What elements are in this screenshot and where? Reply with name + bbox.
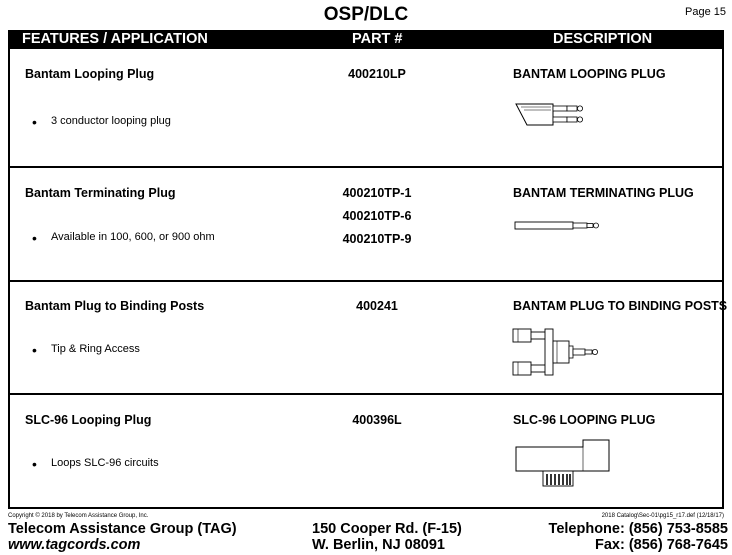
company-name: Telecom Assistance Group (TAG) (8, 521, 237, 537)
header-description: DESCRIPTION (553, 31, 653, 47)
part-number: 400210LP (348, 67, 406, 81)
copyright-notice: Copyright © 2018 by Telecom Assistance Group, Inc. (8, 513, 149, 519)
table-row (10, 395, 722, 507)
product-name: Bantam Plug to Binding Posts (25, 299, 205, 313)
bantam-looping-plug-drawing (507, 101, 597, 131)
address-line-1: 150 Cooper Rd. (F-15) (312, 521, 462, 537)
bullet-icon: • (32, 342, 37, 358)
bullet-icon: • (32, 114, 37, 130)
feature-text: Tip & Ring Access (51, 343, 140, 355)
page-number: Page 15 (685, 6, 726, 18)
website-link[interactable]: www.tagcords.com (8, 537, 141, 553)
page-title: OSP/DLC (323, 4, 409, 25)
description: BANTAM TERMINATING PLUG (513, 186, 694, 200)
part-number: 400241 (356, 299, 398, 313)
catalog-reference: 2018 Catalog\Sec-01\pg15_r17.def (12/18/17) (601, 513, 724, 519)
description: BANTAM PLUG TO BINDING POSTS (513, 299, 728, 313)
bullet-icon: • (32, 230, 37, 246)
part-number: 400210TP-6 (342, 209, 412, 223)
description: SLC-96 LOOPING PLUG (513, 413, 656, 427)
table-row (10, 168, 722, 281)
header-features: FEATURES / APPLICATION (22, 31, 208, 47)
address-line-2: W. Berlin, NJ 08091 (312, 537, 445, 553)
bullet-icon: • (32, 456, 37, 472)
product-table (8, 49, 728, 509)
feature-text: 3 conductor looping plug (51, 115, 171, 127)
part-number: 400396L (352, 413, 402, 427)
feature-text: Available in 100, 600, or 900 ohm (51, 231, 215, 243)
description: BANTAM LOOPING PLUG (513, 67, 666, 81)
slc96-looping-plug-drawing (513, 437, 613, 497)
table-row (10, 49, 722, 167)
fax-number: Fax: (856) 768-7645 (595, 537, 728, 553)
product-name: SLC-96 Looping Plug (25, 413, 152, 427)
table-header (8, 30, 724, 49)
telephone-number: Telephone: (856) 753-8585 (548, 521, 728, 537)
header-part: PART # (352, 31, 403, 47)
bantam-plug-binding-posts-drawing (507, 326, 607, 378)
product-name: Bantam Looping Plug (25, 67, 155, 81)
part-number: 400210TP-9 (342, 232, 412, 246)
feature-text: Loops SLC-96 circuits (51, 457, 159, 469)
product-name: Bantam Terminating Plug (25, 186, 176, 200)
bantam-terminating-plug-drawing (514, 218, 609, 234)
table-row (10, 282, 728, 394)
part-number: 400210TP-1 (342, 186, 412, 200)
